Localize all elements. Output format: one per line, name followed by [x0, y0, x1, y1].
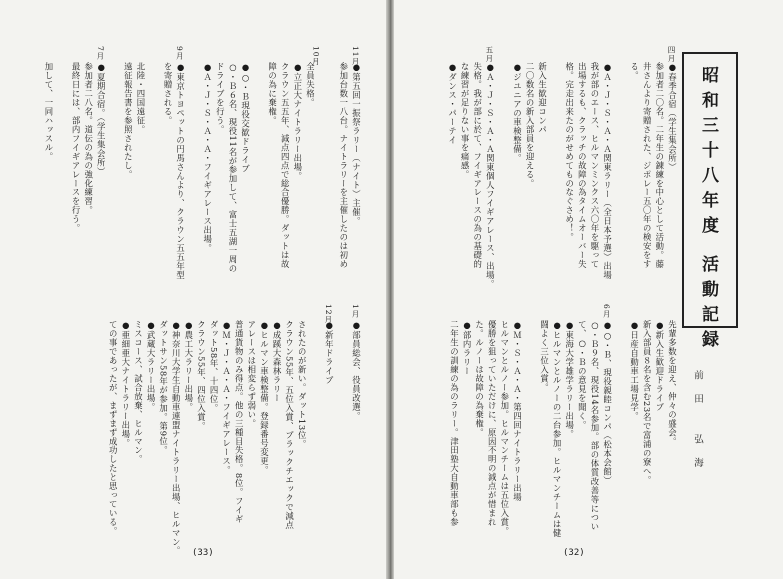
left-lower-month-heading: 1月 [351, 304, 360, 319]
left-lower-text-line: されたのが新い。ダット13位。 [297, 320, 308, 449]
right-upper-month-heading: 五月 [484, 46, 494, 63]
right-lower-text-line: ●○・Ｂ、現役親睦コンパ（松本会館） [602, 320, 613, 486]
author-name: 前田 弘海 [692, 370, 703, 482]
right-lower-text-line: ヒルマンとルノー参加。ヒルマンチームは五位入賞。 [499, 320, 510, 536]
left-lower-month-heading: 12月 [323, 304, 333, 325]
right-upper-text-line: ●ジユニアの車検整備。 [512, 62, 523, 163]
page-number-left: (33) [192, 548, 214, 558]
left-page [0, 0, 388, 579]
left-lower-text-line: ミスコース、試合放棄、ヒルマン。 [133, 320, 144, 464]
right-upper-text-line: ●Ａ・Ｊ・Ｓ・Ａ・Ａ関東個人フイギアレース、出場。 [485, 62, 496, 289]
left-upper-text-line: 参加者二八名。道伝の為の強化練習。 [83, 62, 94, 215]
left-upper-month-heading: 9月 [175, 46, 185, 61]
right-upper-text-line: 新入生歓迎コンパ [537, 62, 548, 134]
right-upper-text-line: 井さんより寄贈された、ジポレー五〇年の検安をす [642, 62, 653, 269]
right-upper-text-line: 失格。我が部に於て、フイギアレースの為の基礎的 [472, 62, 483, 269]
right-lower-text-line: ●新入生歓迎ドライブ [654, 320, 665, 412]
left-upper-month-heading: 10月 [311, 46, 321, 67]
left-upper-text-line: 遠征報告書を参照されたし。 [123, 62, 134, 179]
right-lower-text-line: 優勝を狙っていただけに、原因不明の減点が惜まれ [487, 320, 498, 527]
right-upper-text-line: る。 [629, 62, 640, 80]
right-upper-text-line: 我が部のエース、ヒルマンミンクス六〇年を駆って [589, 62, 600, 269]
left-upper-text-line: クラウン五五年、減点四点で総合優勝。ダットは故 [280, 62, 291, 269]
left-lower-text-line: ●成蹊大森林ラリー [272, 320, 283, 403]
left-lower-text-line: ●神奈川大学生自動車連盟ナイトラリー出場、ヒルマン。 [171, 320, 182, 556]
left-upper-month-heading: 7月 [95, 46, 105, 61]
left-lower-text-line: ダット58年、十四位。 [209, 320, 220, 413]
right-lower-month-heading: 6月 [602, 304, 612, 319]
right-upper-text-line: ●ダンス・パーテイ [447, 62, 458, 145]
right-lower-text-line: 新入部員８名を含む23名で富浦の寮へ。 [642, 320, 653, 485]
left-lower-text-line: ダットサン58年が参加。第9位。 [158, 320, 169, 455]
right-upper-text-line: な練習が足りない事を痛感。 [460, 62, 471, 179]
left-upper-text-line: 北陸・四国遠征。 [135, 62, 146, 134]
left-upper-text-line: 障の為に棄権。 [267, 62, 278, 125]
left-upper-text-line: ●第五回一振祭ラリー（ナイト）主催。 [351, 62, 362, 226]
right-lower-text-line: て、○・Ｂの意見を聞く。 [577, 320, 588, 430]
left-lower-text-line: ●農工大ラリー出場。 [183, 320, 194, 412]
right-upper-month-heading: 四月 [667, 46, 676, 63]
left-upper-text-line: ●東京トヨペットの円馬さんより、クラウン五五年型 [175, 62, 186, 280]
right-lower-text-line: 先輩多数を迎え、仲々の盛会。 [667, 320, 678, 446]
left-lower-text-line: ●部員総会、役員改選。 [351, 320, 362, 421]
left-upper-text-line: ○・Ｂ６名、現役11名が参加して、富士五湖一周の [227, 62, 238, 274]
left-upper-text-line: ●夏期合宿。（学生集会所） [96, 62, 107, 177]
page-number-right: (32) [563, 548, 585, 558]
left-upper-month-heading: 11月 [351, 46, 360, 67]
right-lower-text-line: ●日産自動車工場見学。 [629, 320, 640, 421]
left-upper-text-line: 加して、一同ハッスル。 [43, 62, 54, 161]
right-lower-text-line: ●部内ラリー [462, 320, 473, 376]
right-lower-text-line: ●東海大学雄学ラリー出場。 [564, 320, 575, 439]
right-upper-text-line: 格。完走出来たのがせめてものなぐさめ！。 [564, 62, 575, 242]
left-lower-text-line: アレースは相変らず弱い。 [246, 320, 257, 428]
left-lower-text-line: ●ヒルマン車検整備。登録番号変更。 [259, 320, 270, 475]
left-lower-text-line: 普通貨物のみ得点。他の三種目失格。8位。フイギ [234, 320, 245, 524]
left-upper-text-line: を寄贈される。 [163, 62, 174, 125]
left-upper-text-line: 最終日には、部内フイギアレースを行う。 [71, 62, 82, 233]
left-upper-text-line: ●立正大ナイトラリー出場。 [292, 62, 303, 181]
left-upper-text-line: ●Ａ・Ｊ・Ｓ・Ａ・Ａ・フイギアレース出場。 [202, 62, 213, 253]
left-lower-text-line: クラウン55年、五位入賞、ブラックチエックで減点 [284, 320, 295, 530]
left-lower-text-line: ●新年ドライブ [324, 320, 335, 385]
left-upper-text-line: 全員失格。 [305, 62, 316, 107]
page-gutter [386, 0, 394, 579]
left-lower-text-line: ●武蔵大ラリー出場。 [146, 320, 157, 412]
left-lower-text-line: ●Ｍ・Ｊ・Ａ・Ａ・フイギアレース。 [221, 320, 232, 475]
left-upper-text-line: 参加台数一八台。ナイトラリーを主催したのは初め [338, 62, 349, 269]
right-upper-text-line: 二〇数名の新入部員を迎える。 [525, 62, 536, 188]
right-upper-text-line: 参加者二〇名。二年生の錬練を中心として活動。藤 [654, 62, 665, 269]
right-upper-text-line: ●春季合宿（学生集会所） [667, 62, 678, 172]
title-box [682, 52, 738, 355]
right-lower-text-line: ○・Ｂ９名、現役14名参加。部の体質改善等につい [589, 320, 600, 532]
left-lower-text-line: クラウン55年、四位入賞。 [196, 320, 207, 431]
right-lower-text-line: 二年生の訓練の為のラリー。津田塾大自動車部も参 [449, 320, 460, 527]
right-lower-text-line: 闘よく三位入賞。 [539, 320, 550, 392]
document-title: 昭和三十八年度 活動記録 [698, 66, 718, 355]
right-lower-text-line: た。ルノーは故障の為棄権。 [474, 320, 485, 437]
right-upper-text-line: ●Ａ・Ｊ・Ｓ・Ａ・Ａ関東ラリー（全日本予選）出場 [602, 62, 613, 280]
right-lower-text-line: ●ヒルマンとルノーの二台参加。ヒルマンチームは健 [552, 320, 563, 538]
left-upper-text-line: ●○・Ｂ現役交歓ドライブ [240, 62, 251, 174]
left-lower-text-line: ●亜細亜大ナイトラリー出場。 [120, 320, 131, 448]
left-lower-text-line: ての事であったが、まずまず成功したと思っている。 [108, 320, 119, 536]
right-lower-text-line: ●Ｍ・Ｓ・Ａ・Ａ・第四回ナイトラリー出場 [512, 320, 523, 502]
left-upper-text-line: ドライブを行う。 [215, 62, 226, 134]
right-upper-text-line: 出場するも、クラッチの故障の為タイムオーバー失 [577, 62, 588, 269]
